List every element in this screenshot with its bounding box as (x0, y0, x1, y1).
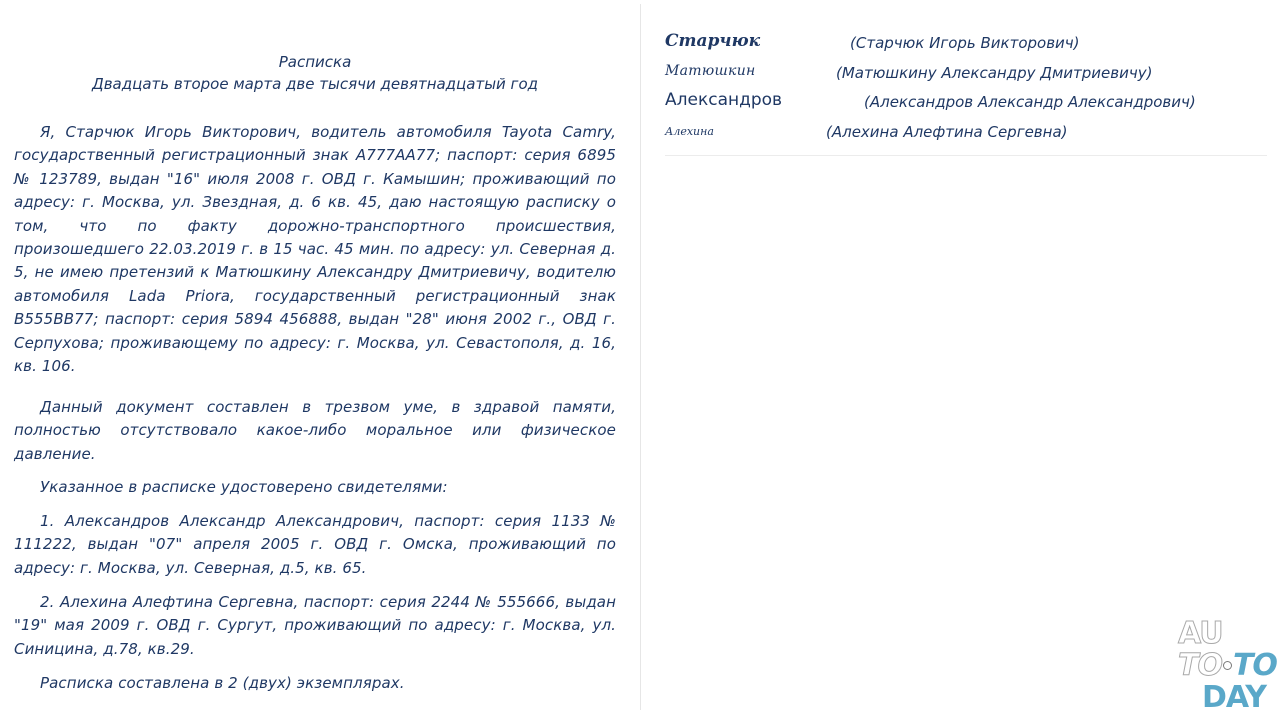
paragraph-witness-1: 1. Александров Александр Александрович, паспорт: серия 1133 № 111222, выдан "07" апреля 2005 г. ОВД г. Омска, проживающий по адресу: г. Москва, ул. Северная, д.5, кв. 65. (14, 512, 616, 577)
watermark-line-3: DAY (1202, 680, 1266, 715)
paragraph-sound-mind: Данный документ составлен в трезвом уме, в здравой памяти, полностью отсутствовало какое-либо моральное или физическое давление. (14, 398, 616, 463)
document-page-right (641, 0, 1280, 721)
watermark-line-2-b: TO (1232, 648, 1277, 683)
signature-row (665, 60, 1265, 88)
watermark-line-2-a: TO (1178, 648, 1222, 683)
signature-starchyuk: Старчюк (665, 31, 761, 51)
paragraph-witness-2: 2. Алехина Алефтина Сергевна, паспорт: серия 2244 № 555666, выдан "19" мая 2009 г. ОВД г. Сургут, проживающий по адресу: г. Москва, ул. Синицина, д.78, кв.29. (14, 593, 616, 658)
signatory-full-name: (Александров Александр Александрович) (864, 93, 1196, 111)
watermark-dot-icon (1223, 661, 1232, 670)
signatory-full-name: (Матюшкину Александру Дмитриевичу) (836, 64, 1153, 82)
signature-row (665, 30, 1265, 58)
signature-aleksandrov: Александров (665, 90, 783, 110)
paragraph-copies: Расписка составлена в 2 (двух) экземплярах. (40, 674, 405, 692)
signature-row (665, 89, 1265, 117)
document-title: Расписка (278, 53, 352, 71)
document-date-line: Двадцать второе марта две тысячи девятнадцатый год (92, 75, 538, 93)
watermark-line-1: AU (1178, 616, 1223, 651)
paragraph-witnesses-intro: Указанное в расписке удостоверено свидетелями: (40, 478, 448, 496)
signatory-full-name: (Старчюк Игорь Викторович) (850, 34, 1080, 52)
signature-alekhina: Алехина (665, 125, 714, 138)
signature-separator (665, 155, 1267, 156)
autotoday-watermark-logo (1172, 618, 1278, 718)
paragraph-statement: Я, Старчюк Игорь Викторович, водитель автомобиля Tayota Camry, государственный регистрационный знак А777АА77; паспорт: серия 6895 № 123789, выдан "16" июля 2008 г. ОВД г. Камышин; проживающий по адресу: г. Москва, ул. Звездная, д. 6 кв. 45, даю настоящую расписку о том, что по факту дорожно-транспортного происшествия, произошедшего 22.03.2019 г. в 15 час. 45 мин. по адресу: ул. Северная д. 5, не имею претензий к Матюшкину Александру Дмитриевичу, водителю автомобиля Lada Priora, государственный регистрационный знак В555ВВ77; паспорт: серия 5894 456888, выдан "28" июня 2002 г., ОВД г. Серпухова; проживающему по адресу: г. Москва, ул. Севастополя, д. 16, кв. 106. (14, 123, 616, 376)
signature-row (665, 119, 1265, 147)
signatory-full-name: (Алехина Алефтина Сергевна) (826, 123, 1068, 141)
watermark-line-2 (1178, 650, 1277, 681)
signature-matyushkin: Матюшкин (665, 63, 756, 79)
